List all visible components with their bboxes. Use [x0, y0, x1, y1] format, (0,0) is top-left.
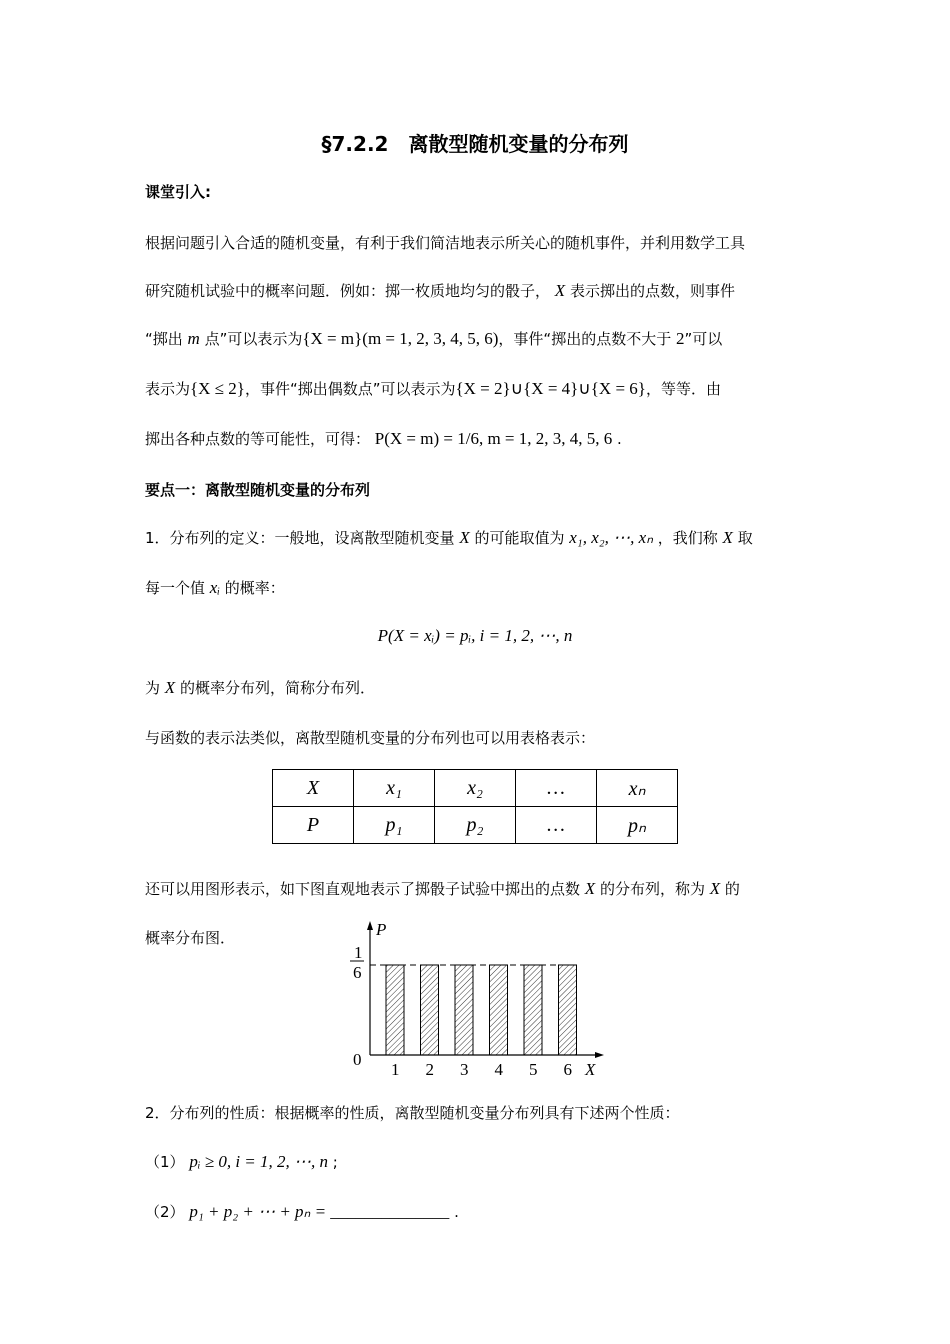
bar-3: [455, 965, 473, 1055]
text-segment: 概率分布图．: [145, 929, 236, 947]
origin-label: 0: [353, 1050, 362, 1069]
text-segment: 根据问题引入合适的随机变量，有利于我们简洁地表示所关心的随机事件，并利用数学工具: [145, 234, 746, 252]
bar-1: [386, 965, 404, 1055]
table-cell: …: [516, 807, 597, 844]
text-segment: 掷出各种点数的等可能性，可得：: [145, 430, 375, 448]
math-expression: x₁, x₂, ⋯, xₙ: [569, 528, 653, 547]
text-segment: “掷出: [145, 330, 188, 348]
math-expression: m: [187, 329, 200, 348]
math-expression: 2: [675, 329, 685, 348]
text-segment: 与函数的表示法类似，离散型随机变量的分布列也可以用表格表示：: [145, 729, 596, 747]
text-segment: ，事件“掷出的点数不大于: [498, 330, 676, 348]
math-expression: P(X = xᵢ) = pᵢ, i = 1, 2, ⋯, n: [377, 626, 573, 645]
text-segment: 为: [145, 679, 165, 697]
text-segment: 表示为: [145, 380, 191, 398]
x-axis-label: X: [585, 1060, 596, 1079]
table-cell: x₂: [435, 770, 516, 807]
probability-distribution-chart: [330, 915, 610, 1080]
math-expression: pᵢ ≥ 0, i = 1, 2, ⋯, n: [189, 1152, 329, 1171]
text-segment: 点”可以表示为: [199, 330, 303, 348]
text-segment: 取: [732, 529, 753, 547]
paragraph-line: [145, 428, 622, 450]
paragraph-line: [145, 378, 721, 400]
text-segment: 的分布列，称为: [595, 880, 710, 898]
paragraph-line: [145, 727, 595, 749]
bar-5: [524, 965, 542, 1055]
bar-2: [421, 965, 439, 1055]
math-expression: xᵢ: [209, 578, 221, 597]
paragraph-line: [145, 280, 735, 302]
text-segment: ，我们称: [653, 529, 723, 547]
paragraph-line: [145, 1151, 338, 1173]
text-segment: .: [612, 430, 622, 448]
table-row: [273, 770, 678, 807]
text-segment: 研究随机试验中的概率问题．例如：掷一枚质地均匀的骰子，: [145, 282, 555, 300]
paragraph-line: [145, 1102, 680, 1124]
text-segment: ，事件“掷出偶数点”可以表示为: [244, 380, 456, 398]
table-cell: p₂: [435, 807, 516, 844]
table-cell: X: [273, 770, 354, 807]
x-tick-label: 1: [391, 1060, 400, 1079]
paragraph-line: [145, 677, 375, 699]
section-heading: [145, 479, 370, 501]
y-tick-numerator: 1: [354, 943, 363, 962]
text-segment: .: [449, 1203, 459, 1221]
text-segment: 的概率分布列，简称分布列．: [175, 679, 375, 697]
paragraph-line: [145, 1201, 459, 1223]
math-expression: X: [554, 281, 566, 300]
table-cell: xₙ: [597, 770, 678, 807]
text-segment: 的: [720, 880, 740, 898]
table-cell: p₁: [354, 807, 435, 844]
text-segment: 每一个值: [145, 579, 210, 597]
text-segment: 2．分布列的性质：根据概率的性质，离散型随机变量分布列具有下述两个性质：: [145, 1104, 680, 1122]
math-expression: P(X = m) = 1/6, m = 1, 2, 3, 4, 5, 6: [374, 429, 613, 448]
math-expression: X: [584, 879, 596, 898]
y-tick-denominator: 6: [353, 963, 362, 982]
page-title: §7.2.2 离散型随机变量的分布列: [321, 132, 629, 156]
text-segment: 1．分布列的定义：一般地，设离散型随机变量: [145, 529, 460, 547]
paragraph-line: [145, 927, 235, 949]
math-expression: {X = m}(m = 1, 2, 3, 4, 5, 6): [302, 329, 499, 348]
text-segment: ，等等．由: [645, 380, 721, 398]
table-cell: P: [273, 807, 354, 844]
distribution-table: [272, 769, 678, 844]
math-expression: {X = 2}∪{X = 4}∪{X = 6}: [455, 379, 646, 398]
paragraph-line: [145, 232, 745, 254]
text-segment: 还可以用图形表示，如下图直观地表示了掷骰子试验中掷出的点数: [145, 880, 585, 898]
bar-4: [490, 965, 508, 1055]
x-tick-label: 4: [494, 1060, 503, 1079]
x-tick-label: 6: [563, 1060, 572, 1079]
text-segment: 的可能取值为: [469, 529, 570, 547]
formula: [0, 625, 950, 647]
math-expression: {X ≤ 2}: [190, 379, 245, 398]
x-tick-label: 3: [460, 1060, 469, 1079]
x-tick-label: 5: [529, 1060, 538, 1079]
paragraph-line: [145, 878, 740, 900]
math-expression: X: [459, 528, 470, 547]
math-expression: X: [722, 528, 733, 547]
intro-heading: 课堂引入:: [145, 183, 211, 201]
y-axis-label: P: [376, 920, 387, 939]
table-cell: pₙ: [597, 807, 678, 844]
math-expression: p₁ + p₂ + ⋯ + pₙ = ______________: [189, 1202, 450, 1221]
text-segment: 表示掷出的点数，则事件: [565, 282, 735, 300]
paragraph-line: [145, 328, 722, 350]
paragraph-line: [145, 527, 753, 549]
text-segment: 要点一：离散型随机变量的分布列: [145, 481, 371, 499]
x-tick-label: 2: [425, 1060, 434, 1079]
bar-6: [559, 965, 577, 1055]
text-segment: ;: [328, 1153, 338, 1171]
text-segment: 的概率：: [220, 579, 285, 597]
x-axis-arrow: [595, 1052, 604, 1058]
math-expression: X: [164, 678, 176, 697]
math-expression: X: [709, 879, 721, 898]
table-cell: …: [516, 770, 597, 807]
text-segment: （1）: [145, 1153, 190, 1171]
text-segment: （2）: [145, 1203, 190, 1221]
paragraph-line: [145, 577, 285, 599]
table-row: [273, 807, 678, 844]
y-axis-arrow: [367, 921, 373, 930]
text-segment: ”可以: [684, 330, 723, 348]
table-cell: x₁: [354, 770, 435, 807]
